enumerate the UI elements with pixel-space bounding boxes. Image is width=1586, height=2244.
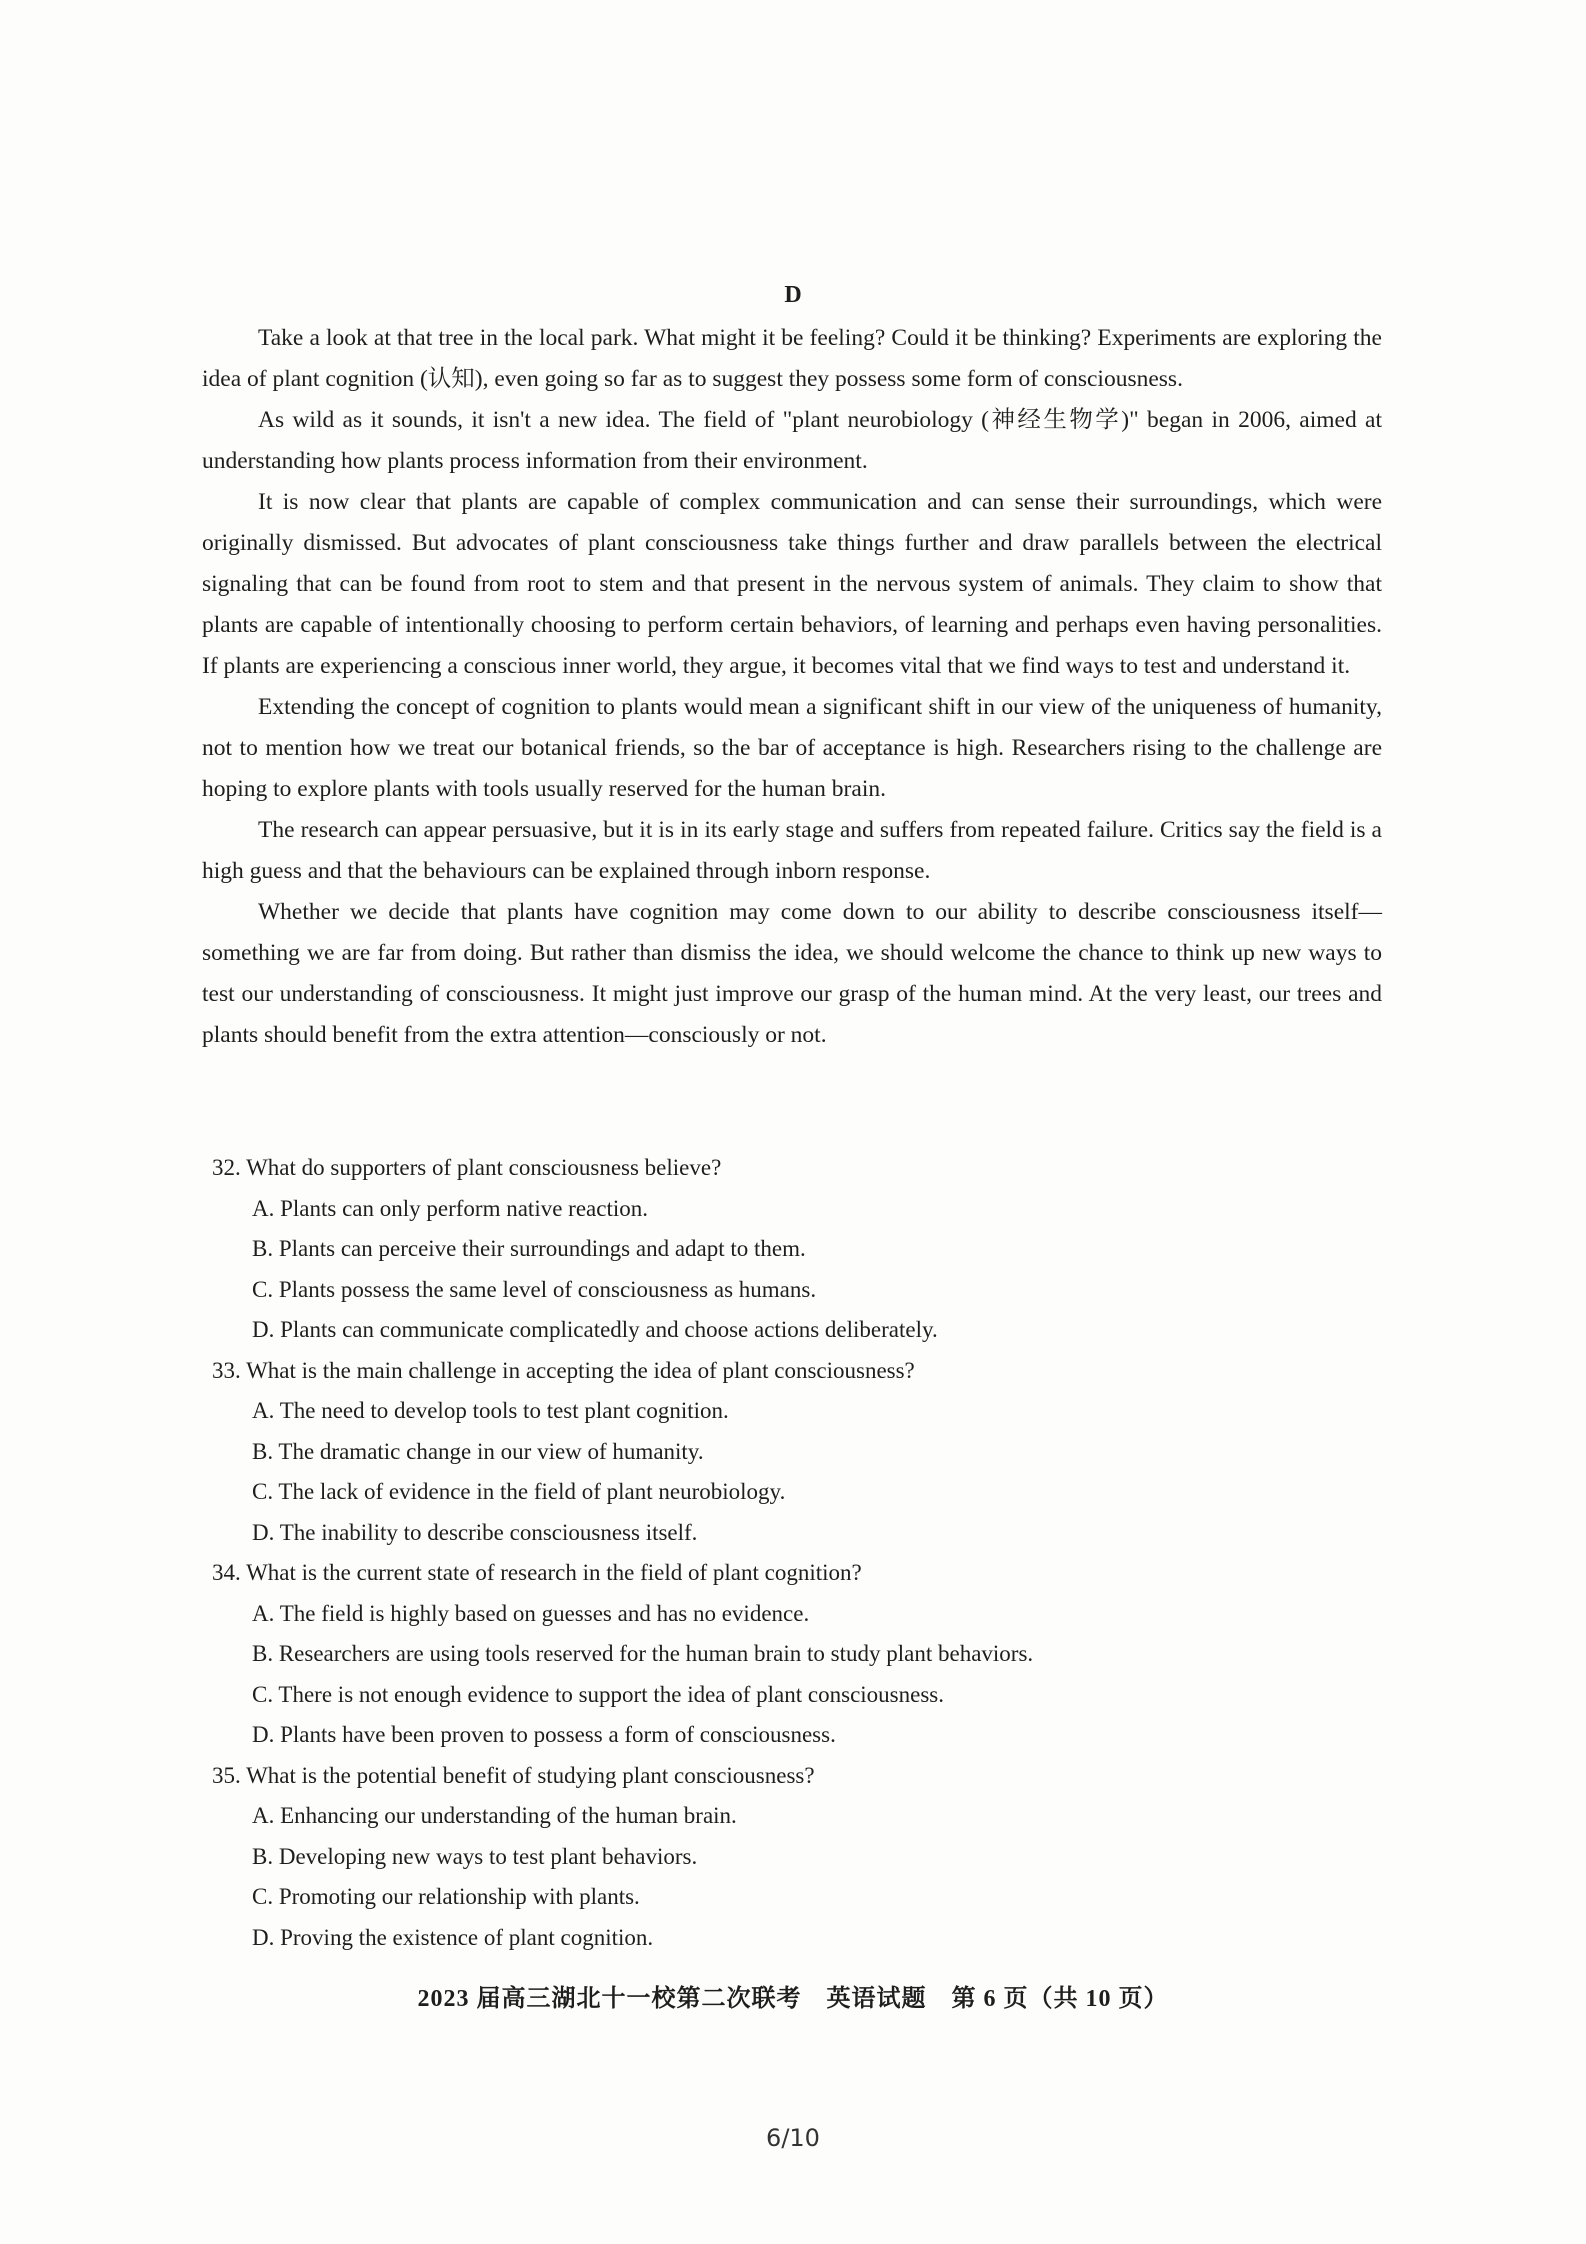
reading-passage xyxy=(202,318,1382,1056)
option-a: A. Plants can only perform native reaction. xyxy=(252,1195,648,1221)
passage-paragraph-2: As wild as it sounds, it isn't a new idea. The field of "plant neurobiology (神经生物学)" began in 2006, aimed at understanding how plants process information from their environment. xyxy=(202,407,1382,474)
option-b: B. Researchers are using tools reserved for the human brain to study plant behaviors. xyxy=(252,1641,1034,1666)
question-stem: 35. What is the potential benefit of studying plant consciousness? xyxy=(212,1762,815,1788)
question-stem: 32. What do supporters of plant consciousness believe? xyxy=(212,1155,722,1180)
section-letter: D xyxy=(784,282,802,308)
question-stem: 34. What is the current state of research in the field of plant cognition? xyxy=(212,1560,862,1585)
option-list xyxy=(212,1391,1382,1553)
option-a: A. The need to develop tools to test plant cognition. xyxy=(252,1398,729,1423)
option-d: D. Plants can communicate complicatedly and choose actions deliberately. xyxy=(252,1317,938,1342)
option-list xyxy=(212,1796,1382,1958)
question-list xyxy=(212,1148,1382,1958)
option-b: B. Developing new ways to test plant behaviors. xyxy=(252,1843,698,1869)
option-d: D. Plants have been proven to possess a form of consciousness. xyxy=(252,1722,836,1747)
option-a: A. Enhancing our understanding of the human brain. xyxy=(252,1803,737,1828)
option-c: C. Promoting our relationship with plants. xyxy=(252,1884,640,1909)
question-35 xyxy=(212,1756,1382,1959)
passage-paragraph-3: It is now clear that plants are capable of complex communication and can sense their surroundings, which were originally dismissed. But advocates of plant consciousness take things further and draw parallels between the electrical signaling that can be found from root to stem and that present in the nervous system of animals. They claim to show that plants are capable of intentionally choosing to perform certain behaviors, of learning and perhaps even having personalities. If plants are experiencing a conscious inner world, they argue, it becomes vital that we find ways to test and understand it. xyxy=(202,489,1382,679)
passage-paragraph-4: Extending the concept of cognition to plants would mean a significant shift in our view of the uniqueness of humanity, not to mention how we treat our botanical friends, so the bar of acceptance is high. Researchers rising to the challenge are hoping to explore plants with tools usually reserved for the human brain. xyxy=(202,694,1382,802)
option-b: B. The dramatic change in our view of humanity. xyxy=(252,1438,704,1464)
option-list xyxy=(212,1189,1382,1351)
option-d: D. The inability to describe consciousness itself. xyxy=(252,1519,698,1545)
question-32 xyxy=(212,1148,1382,1351)
passage-paragraph-1: Take a look at that tree in the local park. What might it be feeling? Could it be thinking? Experiments are exploring the idea of plant cognition (认知), even going so far as to suggest they possess some form of consciousness. xyxy=(202,325,1382,392)
option-d: D. Proving the existence of plant cognition. xyxy=(252,1924,654,1950)
question-34 xyxy=(212,1553,1382,1756)
question-33 xyxy=(212,1351,1382,1554)
page-number: 6/10 xyxy=(766,2124,820,2152)
option-c: C. The lack of evidence in the field of plant neurobiology. xyxy=(252,1479,786,1504)
exam-footer: 2023 届高三湖北十一校第二次联考 英语试题 第 6 页（共 10 页） xyxy=(417,1986,1169,2012)
option-b: B. Plants can perceive their surroundings and adapt to them. xyxy=(252,1236,806,1261)
option-c: C. Plants possess the same level of consciousness as humans. xyxy=(252,1276,817,1302)
option-a: A. The field is highly based on guesses and has no evidence. xyxy=(252,1600,810,1626)
option-c: C. There is not enough evidence to support the idea of plant consciousness. xyxy=(252,1681,944,1707)
question-stem: 33. What is the main challenge in accepting the idea of plant consciousness? xyxy=(212,1357,915,1383)
option-list xyxy=(212,1594,1382,1756)
passage-paragraph-6: Whether we decide that plants have cognition may come down to our ability to describe consciousness itself—something we are far from doing. But rather than dismiss the idea, we should welcome the chance to think up new ways to test our understanding of consciousness. It might just improve our grasp of the human mind. At the very least, our trees and plants should benefit from the extra attention—consciously or not. xyxy=(202,899,1382,1048)
passage-paragraph-5: The research can appear persuasive, but it is in its early stage and suffers from repeated failure. Critics say the field is a high guess and that the behaviours can be explained through inborn response. xyxy=(202,817,1382,884)
